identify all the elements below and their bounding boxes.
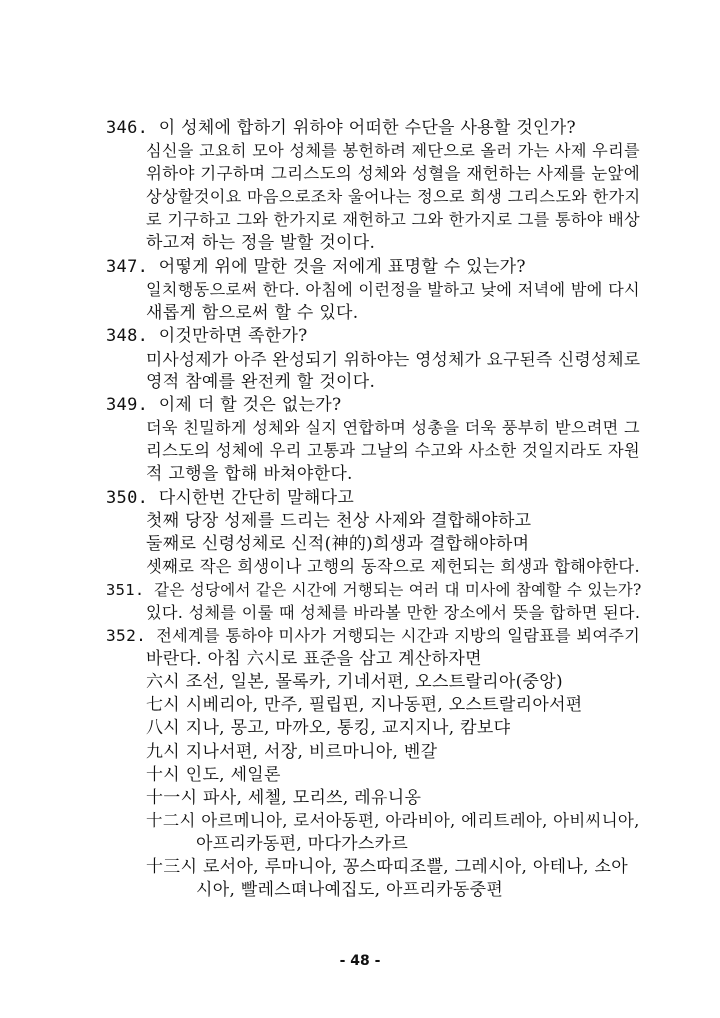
answer-line: 새롭게 함으로써 할 수 있다. — [146, 303, 359, 323]
question-352 — [106, 625, 640, 647]
timezone-row: 八시 지나, 몽고, 마까오, 통킹, 교지지나, 캄보댜 — [146, 718, 511, 738]
answer-line: 상상할것이요 마음으로조차 울어나는 정으로 희생 그리스도와 한가지 — [146, 187, 641, 206]
question-351 — [106, 579, 642, 601]
question-text: 이것만하면 족한가? — [158, 326, 308, 346]
timezone-row: 十一시 파사, 세첼, 모리쓰, 레유니옹 — [146, 788, 422, 808]
timezone-row: 七시 시베리아, 만주, 필립핀, 지나동편, 오스트랄리아서편 — [146, 695, 583, 715]
question-number: 349. — [106, 395, 159, 415]
question-number: 348. — [106, 326, 159, 346]
timezone-row: 十三시 로서아, 루마니아, 꽁스따띠조쁠, 그레시아, 아테나, 소아 — [146, 857, 628, 877]
timezone-row: 十시 인도, 세일론 — [146, 765, 281, 785]
question-number: 352. — [106, 626, 157, 645]
timezone-row-continuation: 시아, 빨레스뗘나예집도, 아프리카동중편 — [196, 880, 504, 900]
question-text: 전세계를 통하야 미사가 거행되는 시간과 지방의 일람표를 뵈여주기 — [156, 626, 641, 645]
answer-line: 셋째로 작은 희생이나 고행의 동작으로 제헌되는 희생과 합해야한다. — [146, 557, 640, 576]
question-347 — [106, 256, 526, 278]
answer-line: 더욱 친밀하게 성체와 실지 연합하며 성총을 더욱 풍부히 받으려면 그 — [146, 418, 640, 437]
question-348 — [106, 325, 308, 347]
timezone-row: 九시 지나서편, 서장, 비르마니아, 벤갈 — [146, 742, 438, 762]
answer-line: 미사성제가 아주 완성되기 위하야는 영성체가 요구된즉 신령성체로 — [146, 349, 641, 369]
question-text: 같은 성당에서 같은 시간에 거행되는 여러 대 미사에 참예할 수 있는가? — [154, 581, 642, 599]
answer-line: 둘째로 신령성체로 신적(神的)희생과 결합해야하며 — [146, 534, 530, 554]
question-349 — [106, 394, 341, 416]
answer-line: 리스도의 성체에 우리 고통과 그날의 수고와 사소한 것일지라도 자원 — [146, 441, 640, 460]
answer-line: 위하야 기구하며 그리스도의 성체와 성혈을 재헌하는 사제를 눈앞에 — [146, 164, 640, 183]
question-number: 346. — [106, 118, 159, 138]
question-346 — [106, 117, 576, 139]
answer-line: 심신을 고요히 모아 성체를 봉헌하려 제단으로 올러 가는 사제 우리를 — [146, 141, 640, 160]
question-number: 350. — [106, 488, 159, 508]
page-number: - 48 - — [339, 953, 381, 969]
answer-line: 바란다. 아침 六시로 표준을 삼고 계산하자면 — [146, 649, 482, 669]
answer-line: 하고져 하는 정을 발할 것이다. — [146, 233, 376, 253]
question-text: 이제 더 할 것은 없는가? — [158, 395, 342, 415]
question-number: 351. — [106, 581, 155, 599]
question-350 — [106, 487, 354, 509]
timezone-row: 十二시 아르메니아, 로서아동편, 아라비아, 에리트레아, 아비씨니아, — [146, 811, 640, 830]
answer-line: 적 고행을 합해 바쳐야한다. — [146, 464, 353, 484]
answer-line: 로 기구하고 그와 한가지로 재헌하고 그와 한가지로 그를 통하야 배상 — [146, 210, 640, 229]
timezone-row: 六시 조선, 일본, 몰록카, 기네서편, 오스트랄리아(중앙) — [146, 672, 563, 692]
question-text: 어떻게 위에 말한 것을 저에게 표명할 수 있는가? — [158, 257, 526, 277]
question-text: 이 성체에 합하기 위하야 어떠한 수단을 사용할 것인가? — [158, 118, 576, 138]
timezone-row-continuation: 아프리카동편, 마다가스카르 — [196, 834, 409, 854]
question-number: 347. — [106, 257, 159, 277]
answer-line: 일치행동으로써 한다. 아침에 이런정을 발하고 낮에 저녁에 밤에 다시 — [146, 280, 640, 299]
answer-line: 첫째 당장 성제를 드리는 천상 사제와 결합해야하고 — [146, 511, 532, 531]
answer-line: 있다. 성체를 이룰 때 성체를 바라볼 만한 장소에서 뜻을 합하면 된다. — [146, 603, 641, 622]
question-text: 다시한번 간단히 말해다고 — [158, 488, 355, 508]
answer-line: 영적 참예를 완전케 할 것이다. — [146, 372, 376, 392]
